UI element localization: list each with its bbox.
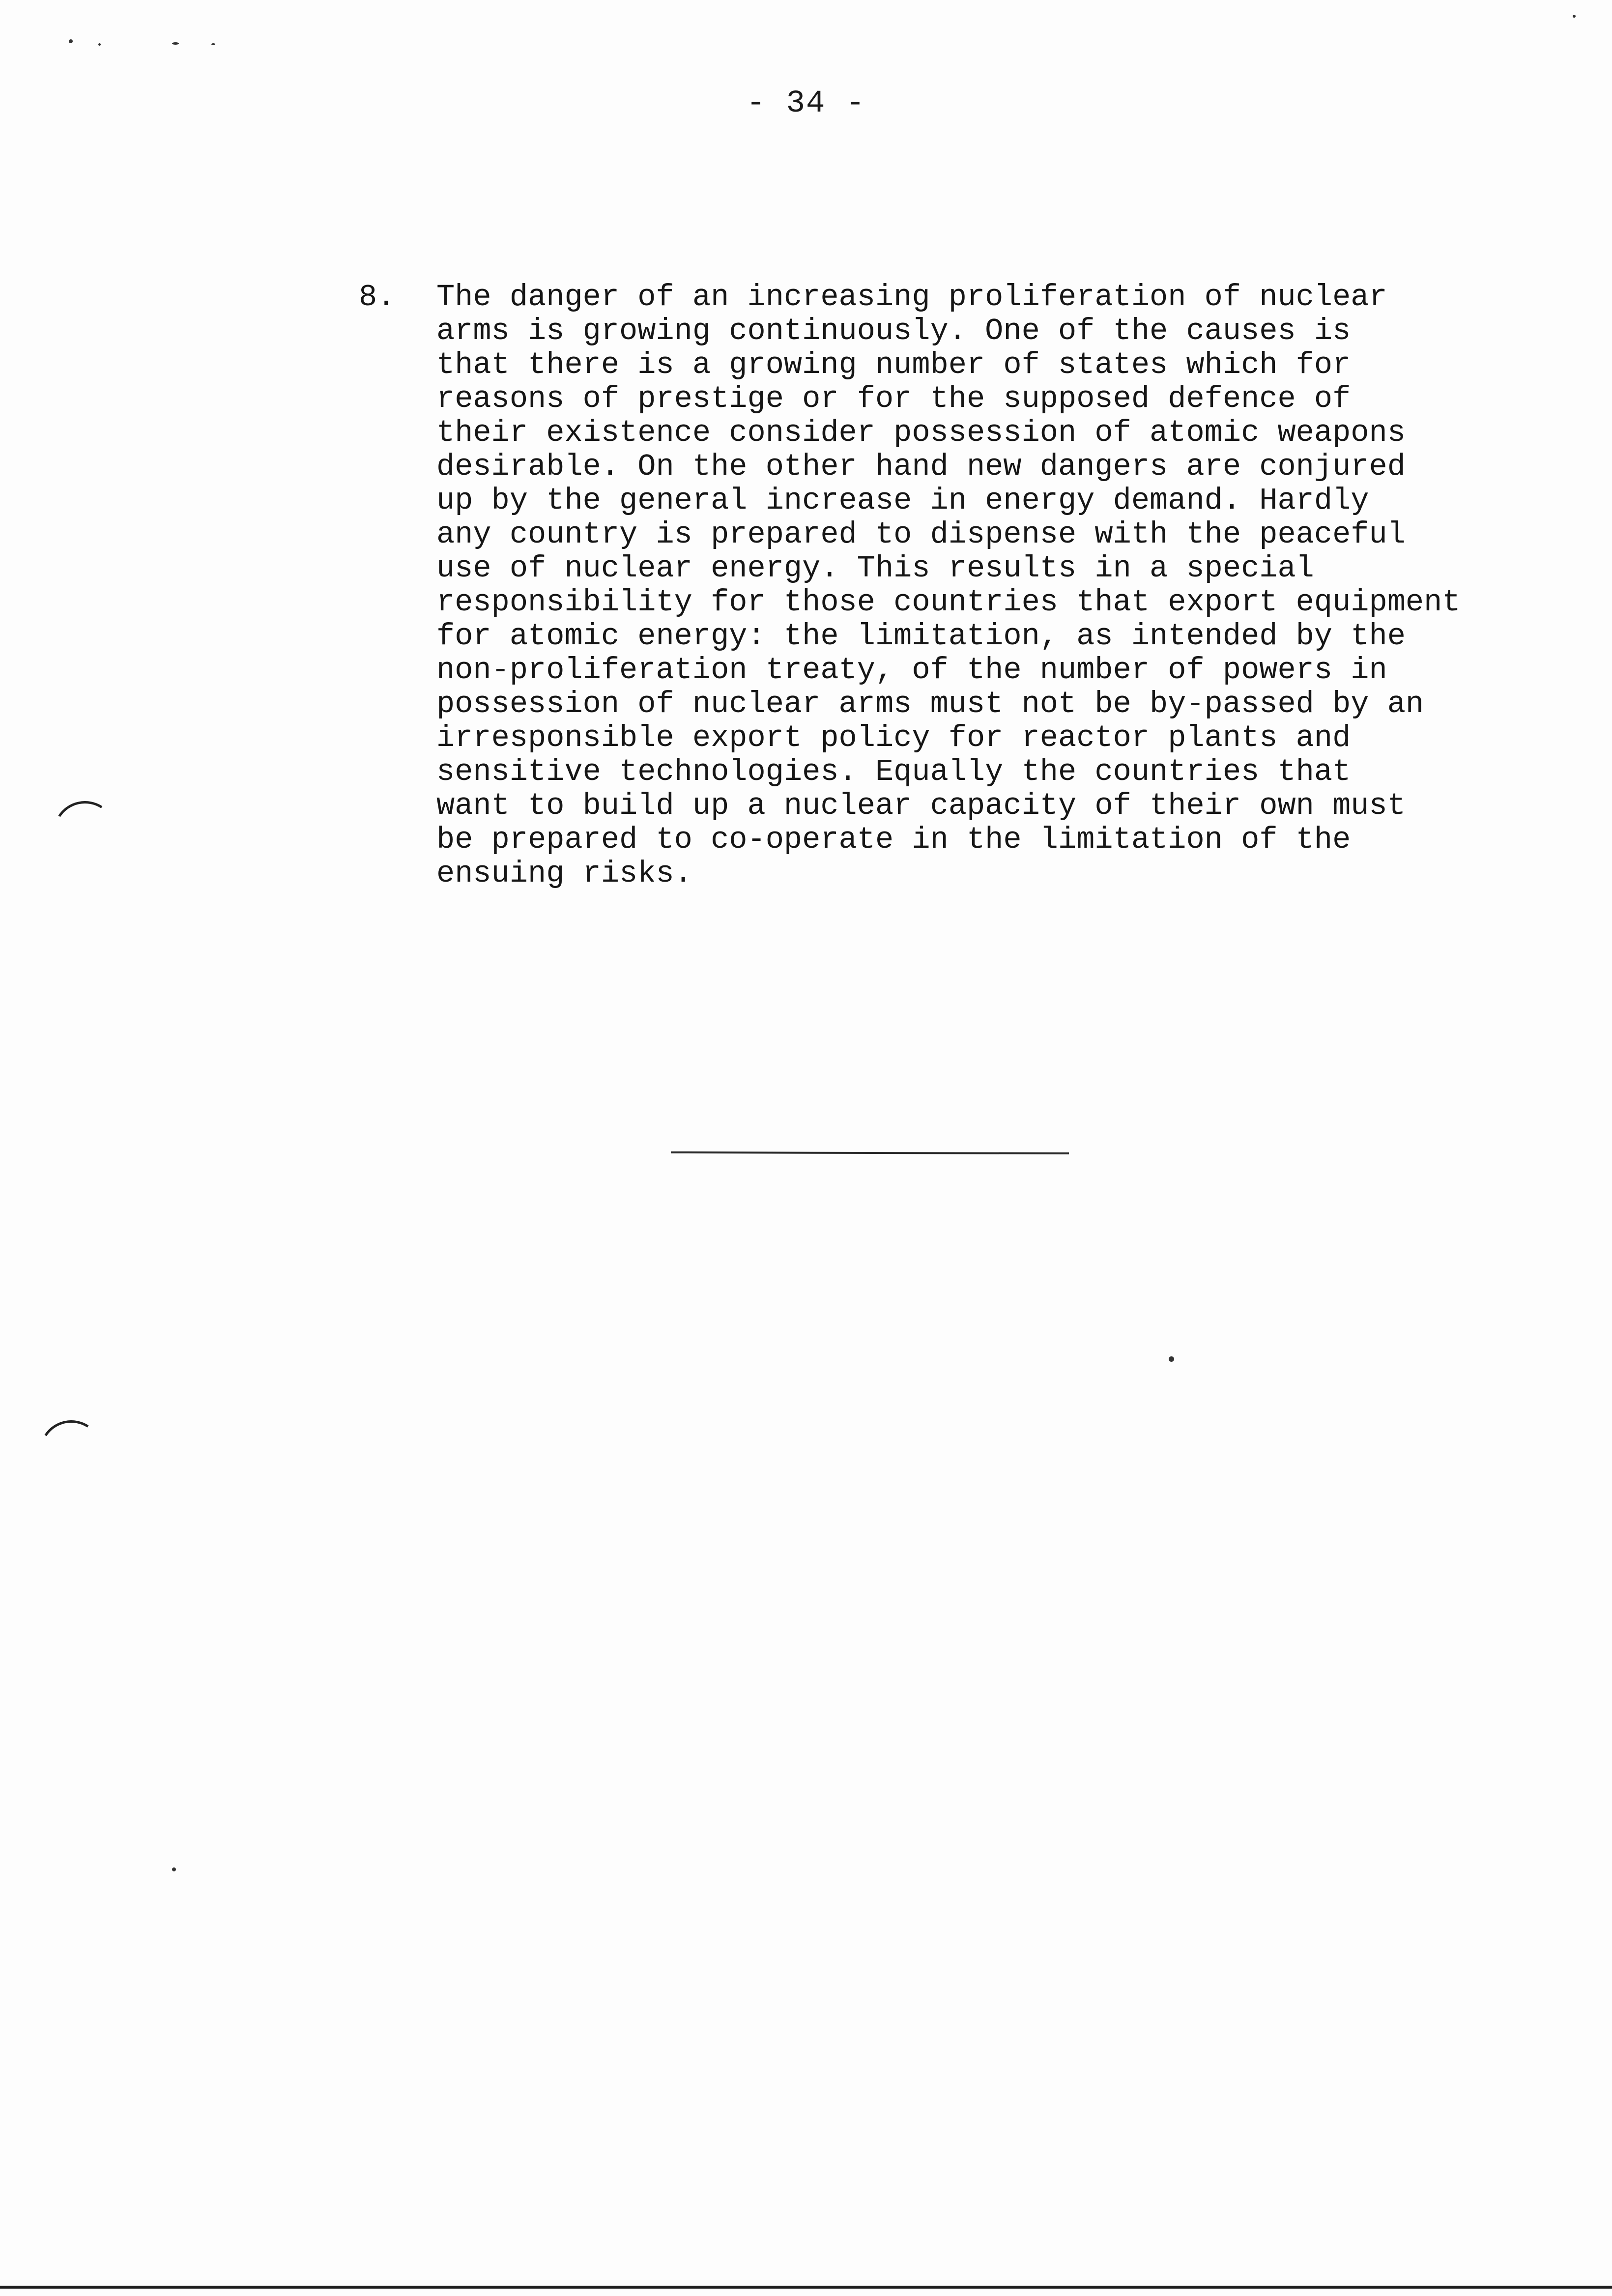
paragraph-number: 8. xyxy=(359,280,396,315)
punch-hole-mark xyxy=(33,1414,109,1490)
paragraph-line: possession of nuclear arms must not be by-passed by an xyxy=(436,687,1424,721)
paragraph-line: want to build up a nuclear capacity of their own must xyxy=(436,788,1406,823)
paragraph-line: that there is a growing number of states which for xyxy=(436,347,1351,382)
paragraph-line: up by the general increase in energy demand. Hardly xyxy=(436,483,1369,518)
paragraph-line: use of nuclear energy. This results in a special xyxy=(436,551,1314,586)
paragraph-line: their existence consider possession of atomic weapons xyxy=(436,415,1406,450)
paragraph-body xyxy=(436,280,1461,890)
paragraph-line: responsibility for those countries that export equipment xyxy=(436,585,1461,620)
paragraph-line: irresponsible export policy for reactor plants and xyxy=(436,720,1351,755)
scan-speck xyxy=(1169,1356,1174,1362)
paragraph-line: be prepared to co-operate in the limitation of the xyxy=(436,822,1351,857)
scan-speck xyxy=(69,39,73,43)
paragraph-line: any country is prepared to dispense with the peaceful xyxy=(436,517,1406,552)
paragraph-line: desirable. On the other hand new dangers are conjured xyxy=(436,449,1406,484)
paragraph-line: non-proliferation treaty, of the number of powers in xyxy=(436,653,1387,688)
punch-hole-mark xyxy=(47,795,123,871)
section-separator-rule xyxy=(671,1151,1069,1154)
paragraph-line: reasons of prestige or for the supposed defence of xyxy=(436,381,1351,416)
scan-speck xyxy=(1573,15,1576,18)
paragraph-line: The danger of an increasing proliferation of nuclear xyxy=(436,280,1387,315)
page-number: - 34 - xyxy=(746,86,866,121)
scan-speck xyxy=(172,1867,176,1871)
paragraph-line: arms is growing continuously. One of the causes is xyxy=(436,314,1351,348)
paragraph-line: for atomic energy: the limitation, as intended by the xyxy=(436,619,1406,654)
scan-speck xyxy=(211,43,215,45)
page-bottom-edge xyxy=(0,2286,1612,2289)
scan-speck xyxy=(98,43,101,46)
paragraph-line: sensitive technologies. Equally the countries that xyxy=(436,754,1351,789)
paragraph-line: ensuing risks. xyxy=(436,856,692,891)
scan-speck xyxy=(172,42,179,45)
